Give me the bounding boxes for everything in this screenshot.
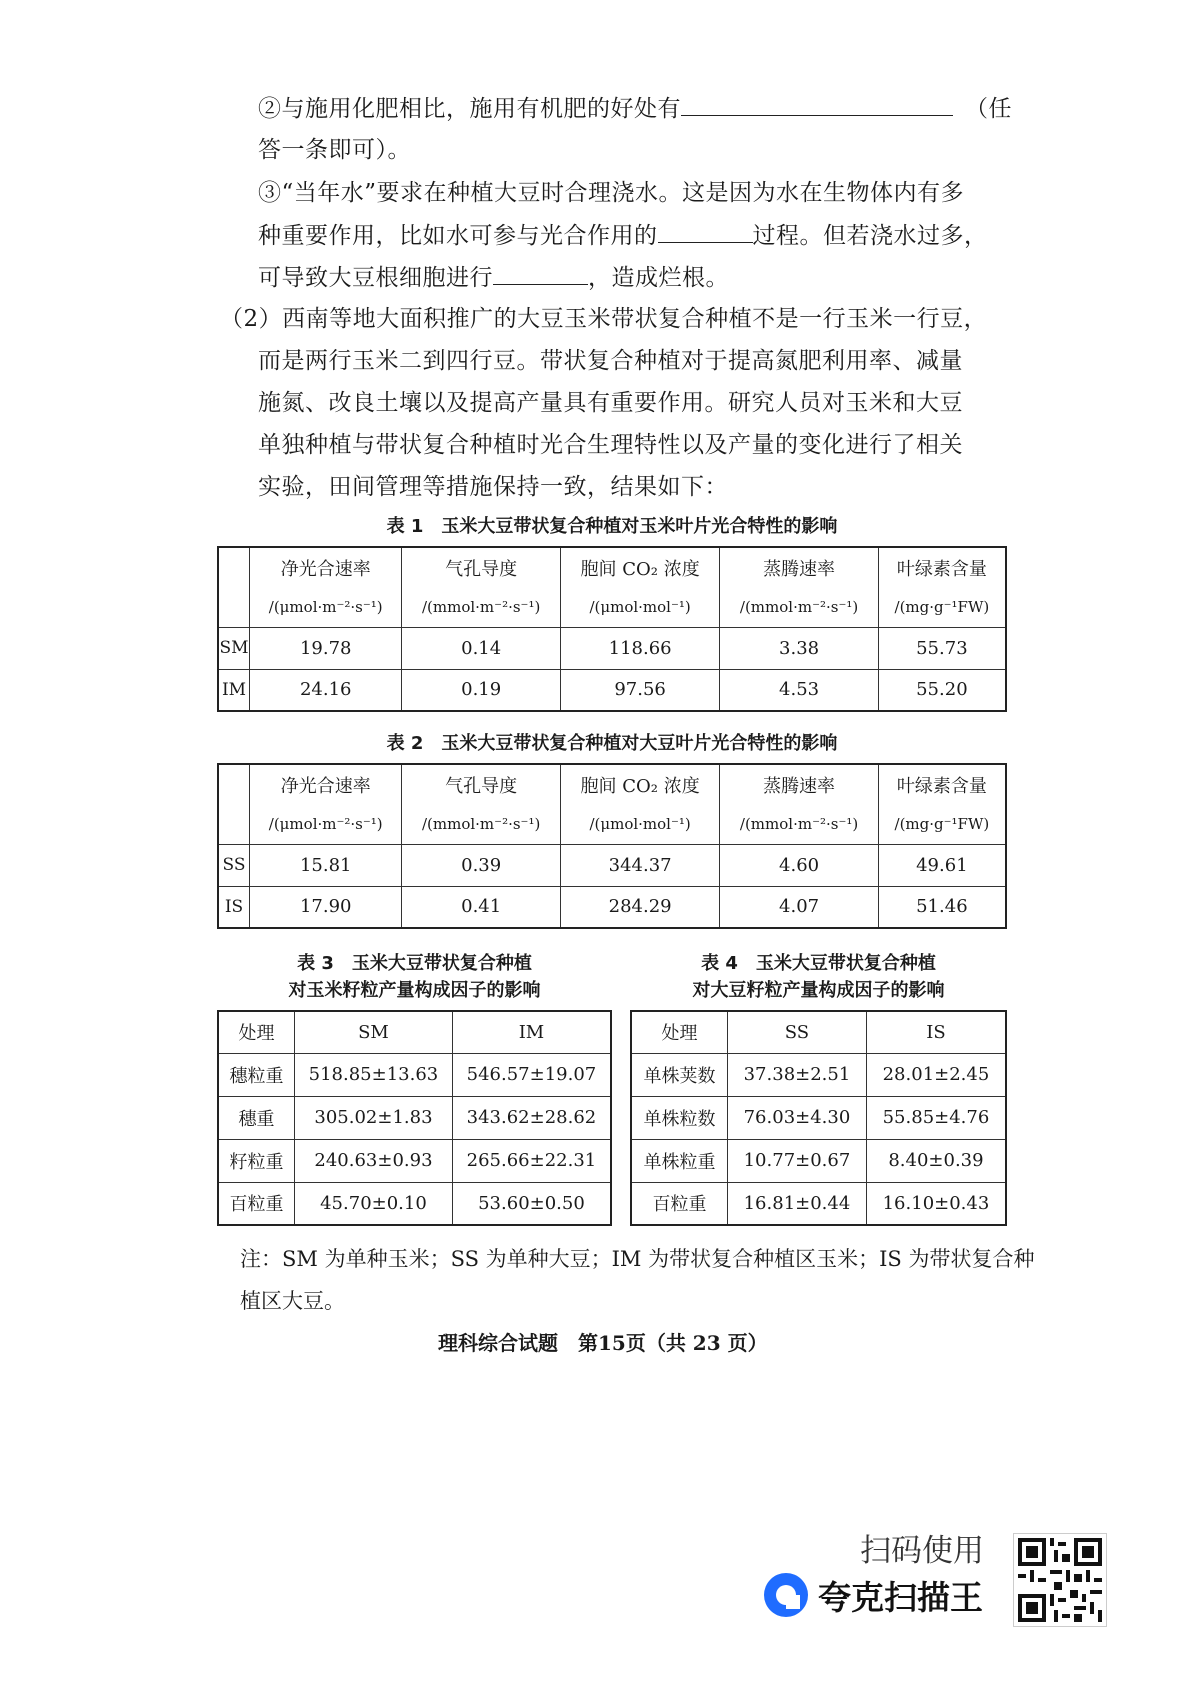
row-label: 穗重 xyxy=(218,1096,295,1139)
row-label: 百粒重 xyxy=(631,1182,728,1225)
data-cell: 16.10±0.43 xyxy=(866,1182,1006,1225)
question-line xyxy=(258,93,1012,124)
data-cell: 0.41 xyxy=(402,886,560,928)
question-line: 答一条即可）。 xyxy=(258,137,411,163)
header-cell: 处理 xyxy=(218,1011,295,1053)
unit-cell: /(μmol·mol⁻¹) xyxy=(560,804,720,844)
table-unit-row xyxy=(218,804,1006,844)
header-cell: 净光合速率 xyxy=(250,764,402,804)
row-label: SM xyxy=(218,627,250,669)
table-row xyxy=(218,886,1006,928)
header-cell: IS xyxy=(866,1011,1006,1053)
table3-caption: 表 3 玉米大豆带状复合种植 xyxy=(297,953,532,974)
unit-cell: /(μmol·mol⁻¹) xyxy=(560,587,720,627)
table-header-row xyxy=(631,1011,1006,1053)
header-cell: 气孔导度 xyxy=(402,764,560,804)
brand-logo xyxy=(762,1570,983,1620)
row-label: 籽粒重 xyxy=(218,1139,295,1182)
header-cell: 蒸腾速率 xyxy=(720,547,878,587)
table-row xyxy=(218,844,1006,886)
question-line xyxy=(258,262,729,293)
question-line: ③“当年水”要求在种植大豆时合理浇水。这是因为水在生物体内有多 xyxy=(258,180,965,206)
data-cell: 53.60±0.50 xyxy=(452,1182,611,1225)
table1-caption: 表 1 玉米大豆带状复合种植对玉米叶片光合特性的影响 xyxy=(386,516,838,537)
corner-cell xyxy=(218,764,250,844)
brand-name: 夸克扫描王 xyxy=(818,1577,983,1617)
table-row xyxy=(631,1096,1006,1139)
table2-caption: 表 2 玉米大豆带状复合种植对大豆叶片光合特性的影响 xyxy=(386,733,838,754)
paragraph-line: 实验，田间管理等措施保持一致，结果如下： xyxy=(258,474,728,500)
table-row xyxy=(218,627,1006,669)
header-cell: 胞间 CO₂ 浓度 xyxy=(560,764,720,804)
data-cell: 15.81 xyxy=(250,844,402,886)
table3-caption: 对玉米籽粒产量构成因子的影响 xyxy=(288,980,541,1001)
data-cell: 284.29 xyxy=(560,886,720,928)
table-row xyxy=(631,1139,1006,1182)
data-cell: 37.38±2.51 xyxy=(728,1053,867,1096)
table-header-row xyxy=(218,547,1006,587)
data-cell: 51.46 xyxy=(878,886,1006,928)
data-cell: 49.61 xyxy=(878,844,1006,886)
data-cell: 19.78 xyxy=(250,627,402,669)
row-label: IM xyxy=(218,669,250,711)
table4-caption: 表 4 玉米大豆带状复合种植 xyxy=(701,953,936,974)
table-row xyxy=(631,1053,1006,1096)
header-cell: 蒸腾速率 xyxy=(720,764,878,804)
data-cell: 344.37 xyxy=(560,844,720,886)
paragraph-line: 施氮、改良土壤以及提高产量具有重要作用。研究人员对玉米和大豆 xyxy=(258,390,963,416)
table1 xyxy=(217,546,1007,712)
data-cell: 118.66 xyxy=(560,627,720,669)
table-row xyxy=(218,1053,611,1096)
paragraph-line: （2）西南等地大面积推广的大豆玉米带状复合种植不是一行玉米一行豆， xyxy=(220,306,988,332)
unit-cell: /(mg·g⁻¹FW) xyxy=(878,804,1006,844)
qr-code[interactable] xyxy=(1013,1533,1107,1627)
table2 xyxy=(217,763,1007,929)
data-cell: 76.03±4.30 xyxy=(728,1096,867,1139)
page-footer: 理科综合试题 第15页（共 23 页） xyxy=(438,1331,768,1355)
table-header-row xyxy=(218,764,1006,804)
answer-blank[interactable] xyxy=(681,93,953,116)
data-cell: 265.66±22.31 xyxy=(452,1139,611,1182)
table-row xyxy=(218,1096,611,1139)
question-text: ②与施用化肥相比，施用有机肥的好处有 xyxy=(258,96,681,122)
data-cell: 55.20 xyxy=(878,669,1006,711)
data-cell: 518.85±13.63 xyxy=(295,1053,453,1096)
data-cell: 3.38 xyxy=(720,627,878,669)
unit-cell: /(μmol·m⁻²·s⁻¹) xyxy=(250,587,402,627)
brand-tagline: 扫码使用 xyxy=(860,1533,984,1569)
data-cell: 8.40±0.39 xyxy=(866,1139,1006,1182)
paragraph-line: 单独种植与带状复合种植时光合生理特性以及产量的变化进行了相关 xyxy=(258,432,963,458)
table3 xyxy=(217,1010,612,1226)
unit-cell: /(mmol·m⁻²·s⁻¹) xyxy=(402,804,560,844)
data-cell: 97.56 xyxy=(560,669,720,711)
question-line xyxy=(258,220,988,251)
quark-logo-icon xyxy=(762,1571,810,1619)
header-cell: SS xyxy=(728,1011,867,1053)
qr-code-icon xyxy=(1014,1534,1106,1626)
data-cell: 4.60 xyxy=(720,844,878,886)
table4-caption: 对大豆籽粒产量构成因子的影响 xyxy=(692,980,945,1001)
data-cell: 546.57±19.07 xyxy=(452,1053,611,1096)
header-cell: 叶绿素含量 xyxy=(878,547,1006,587)
data-cell: 55.73 xyxy=(878,627,1006,669)
data-cell: 343.62±28.62 xyxy=(452,1096,611,1139)
table-header-row xyxy=(218,1011,611,1053)
paragraph-line: 而是两行玉米二到四行豆。带状复合种植对于提高氮肥利用率、减量 xyxy=(258,348,963,374)
data-cell: 10.77±0.67 xyxy=(728,1139,867,1182)
answer-blank[interactable] xyxy=(658,220,753,243)
row-label: 单株粒重 xyxy=(631,1139,728,1182)
table-row xyxy=(631,1182,1006,1225)
data-cell: 16.81±0.44 xyxy=(728,1182,867,1225)
data-cell: 17.90 xyxy=(250,886,402,928)
question-text: ，造成烂根。 xyxy=(588,265,729,291)
unit-cell: /(mmol·m⁻²·s⁻¹) xyxy=(402,587,560,627)
data-cell: 55.85±4.76 xyxy=(866,1096,1006,1139)
unit-cell: /(mg·g⁻¹FW) xyxy=(878,587,1006,627)
header-cell: IM xyxy=(452,1011,611,1053)
unit-cell: /(μmol·m⁻²·s⁻¹) xyxy=(250,804,402,844)
data-cell: 28.01±2.45 xyxy=(866,1053,1006,1096)
row-label: IS xyxy=(218,886,250,928)
table-row xyxy=(218,1182,611,1225)
table-row xyxy=(218,669,1006,711)
data-cell: 45.70±0.10 xyxy=(295,1182,453,1225)
answer-blank[interactable] xyxy=(493,262,588,285)
note-line: 注：SM 为单种玉米；SS 为单种大豆；IM 为带状复合种植区玉米；IS 为带状复合种 xyxy=(240,1247,1035,1271)
corner-cell xyxy=(218,547,250,627)
unit-cell: /(mmol·m⁻²·s⁻¹) xyxy=(720,804,878,844)
data-cell: 4.07 xyxy=(720,886,878,928)
question-text: 过程。但若浇水过多， xyxy=(752,223,988,249)
data-cell: 4.53 xyxy=(720,669,878,711)
row-label: 穗粒重 xyxy=(218,1053,295,1096)
unit-cell: /(mmol·m⁻²·s⁻¹) xyxy=(720,587,878,627)
header-cell: 处理 xyxy=(631,1011,728,1053)
data-cell: 24.16 xyxy=(250,669,402,711)
question-text: 种重要作用，比如水可参与光合作用的 xyxy=(258,223,658,249)
header-cell: 胞间 CO₂ 浓度 xyxy=(560,547,720,587)
row-label: 单株粒数 xyxy=(631,1096,728,1139)
row-label: 百粒重 xyxy=(218,1182,295,1225)
table-unit-row xyxy=(218,587,1006,627)
data-cell: 0.39 xyxy=(402,844,560,886)
table-row xyxy=(218,1139,611,1182)
row-label: SS xyxy=(218,844,250,886)
question-text: 可导致大豆根细胞进行 xyxy=(258,265,493,291)
data-cell: 0.14 xyxy=(402,627,560,669)
table4 xyxy=(630,1010,1007,1226)
header-cell: SM xyxy=(295,1011,453,1053)
data-cell: 0.19 xyxy=(402,669,560,711)
question-text: （任 xyxy=(965,96,1012,122)
data-cell: 240.63±0.93 xyxy=(295,1139,453,1182)
note-line: 植区大豆。 xyxy=(240,1289,345,1313)
header-cell: 气孔导度 xyxy=(402,547,560,587)
row-label: 单株荚数 xyxy=(631,1053,728,1096)
data-cell: 305.02±1.83 xyxy=(295,1096,453,1139)
header-cell: 叶绿素含量 xyxy=(878,764,1006,804)
header-cell: 净光合速率 xyxy=(250,547,402,587)
